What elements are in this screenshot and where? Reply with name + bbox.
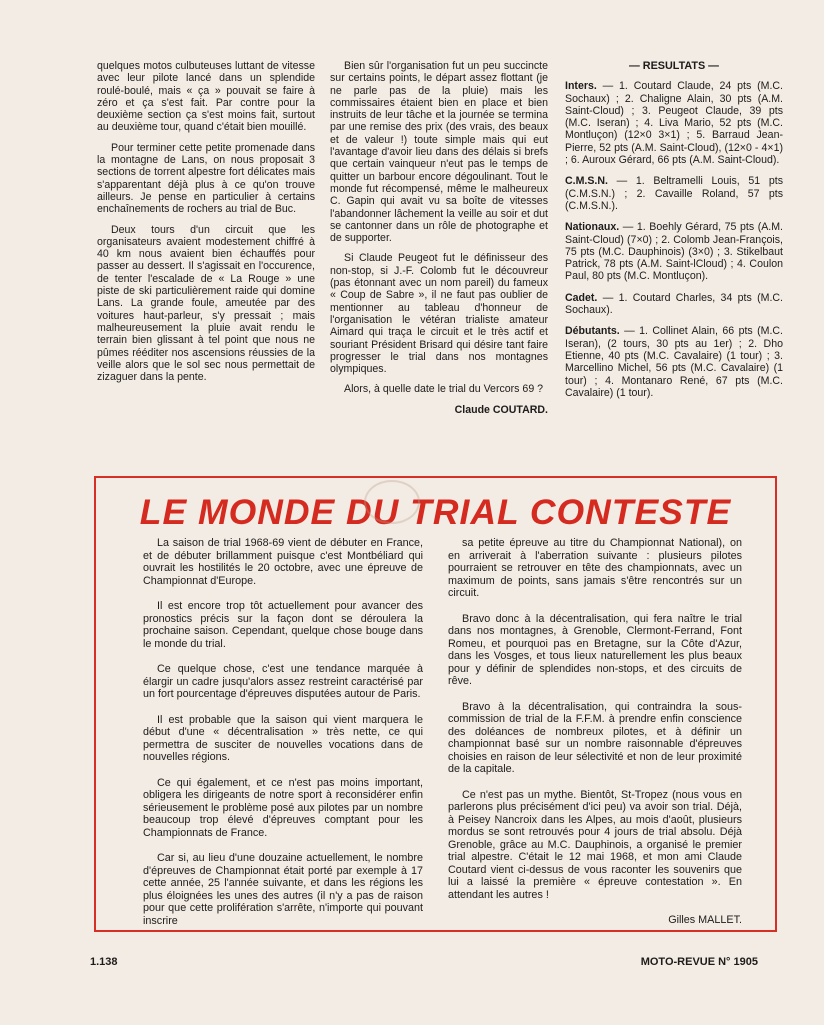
paragraph: Bravo à la décentralisation, qui contraindra la sous-commission de trial de la F.F.M. à prendre enfin conscience des doléances de nombreux pilotes, et à définir un championnat basé sur un nombre raisonnable d'épreuves choisies en raison de leur sélectivité et non de leur proximité de la capitale. bbox=[448, 700, 742, 775]
paragraph: Bravo donc à la décentralisation, qui fera naître le trial dans nos montagnes, à Grenoble, Clermont-Ferrand, Font Romeu, et pourquoi pas en Bretagne, sur la Côte d'Azur, dans les Vosges, et tous lieux naturellement les plus beaux pour y définir de splendides non-stops, et des circuits de rêve. bbox=[448, 612, 742, 687]
result-entry bbox=[565, 175, 783, 212]
result-category: Cadet. bbox=[565, 291, 598, 304]
result-category: Nationaux. bbox=[565, 221, 620, 234]
result-entry bbox=[565, 325, 783, 399]
magazine-issue: MOTO-REVUE N° 1905 bbox=[640, 956, 758, 968]
results-heading: — RESULTATS — bbox=[629, 60, 719, 72]
result-entry bbox=[565, 221, 783, 282]
boxed-article-title: LE MONDE DU TRIAL CONTESTE bbox=[139, 492, 732, 532]
result-category: Débutants. bbox=[565, 325, 620, 338]
paragraph: Ce n'est pas un mythe. Bientôt, St-Tropez (nous vous en parlerons plus précisément d'ici peu) va avoir son trial. Déjà, à Peisey Nancroix dans les Alpes, au mois d'août, plusieurs mordus se sont retrouvés pour 4 jours de trial absolu. Déjà Grenoble, grâce au M.C. Dauphinois, a organisé le premier trial alpestre. C'était le 12 mai 1968, et mon ami Claude Coutard vient ci-dessus de vous raconter les souvenirs que lui a laissé la première « épreuve contestation ». En attendant les autres ! bbox=[448, 788, 742, 901]
paragraph: Ce quelque chose, c'est une tendance marquée à élargir un cadre jusqu'alors assez restreint caractérisé par un fort pourcentage d'épreuves disputées autour de Paris. bbox=[143, 663, 423, 700]
paragraph: Si Claude Peugeot fut le définisseur des non-stop, si J.-F. Colomb fut le découvreur (pas étonnant avec un nom pareil) du fameux « Coup de Sabre », il ne faut pas oublier de mentionner au tableau d'honneur de l'organisation le vétéran trialiste amateur Aimard qui traça le circuit et le très actif et souriant Président Brisard qui désire tant faire progresser le trial dans nos montagnes olympiques. bbox=[330, 252, 548, 376]
result-category: Inters. bbox=[565, 80, 597, 93]
result-entry bbox=[565, 292, 783, 317]
result-text: — 1. Collinet Alain, 66 pts (M.C. Iseran), (2 tours, 30 pts au 1er) ; 2. Dho Etienne, 40 pts (M.C. Cavalaire) (1 tour) ; 3. Marcellino Michel, 56 pts (M.C. Cavalaire) (1 tour) ; 4. Montanaro René, 67 pts (M.C. Cavalaire) (1 tour). bbox=[565, 325, 783, 399]
paragraph: Car si, au lieu d'une douzaine actuellement, le nombre d'épreuves de Championnat était porté par exemple à 17 cette année, 25 l'année suivante, et dans les régions les plus éloignées les unes des autres (il n'y a pas de raison pour que cette prolifération s'arrête, n'importe qui pouvant inscrire bbox=[143, 852, 423, 927]
result-text: — 1. Coutard Claude, 24 pts (M.C. Sochaux) ; 2. Chaligne Alain, 30 pts (A.M. Saint-Cloud) ; 3. Peugeot Claude, 39 pts (M.C. Iseran) ; 4. Liva Mario, 52 pts (M.C. Montluçon) (12×0 3×1) ; 5. Barraud Jean-Pierre, 52 pts (A.M. Saint-Cloud), (12×0 - 4×1) ; 6. Auroux Gérard, 66 pts (A.M. Saint-Cloud). bbox=[565, 80, 783, 167]
article-column-2 bbox=[330, 60, 548, 424]
result-text: — 1. Boehly Gérard, 75 pts (A.M. Saint-Cloud) (7×0) ; 2. Colomb Jean-François, 75 pts (M.C. Dauphinois) (3×0) ; 3. Stikelbaut Patrick, 78 pts (A.M. Saint-lCloud) ; 4. Coulon Paul, 80 pts (M.C. Montluçon). bbox=[565, 221, 783, 283]
result-category: C.M.S.N. bbox=[565, 175, 608, 188]
page-number: 1.138 bbox=[90, 956, 118, 968]
paragraph: sa petite épreuve au titre du Championnat National), on en arriverait à l'aberration suivante : plusieurs pilotes pourraient se retrouver en tête des championnats, avec un maximum de points, sans jamais s'être rencontrés sur un circuit. bbox=[448, 537, 742, 599]
paragraph: La saison de trial 1968-69 vient de débuter en France, et de débuter brillamment puisque c'est Montbéliard qui ouvrait les hostilités le 20 octobre, avec une épreuve de Championnat d'Europe. bbox=[143, 537, 423, 587]
paragraph: Il est encore trop tôt actuellement pour avancer des pronostics précis sur la façon dont se déroulera la prochaine saison. Cependant, quelque chose bouge dans le monde du trial. bbox=[143, 600, 423, 650]
article-column-1 bbox=[97, 60, 315, 391]
results-column bbox=[565, 60, 783, 408]
paragraph: Deux tours d'un circuit que les organisateurs avaient modestement chiffré à 40 km nous avaient bien échauffés pour passer au dessert. Il s'agissait en l'occurence, de tenter l'escalade de « La Rouge » une piste de ski particulièrement raide qui domine Lans. La grande foule, ameutée par des voitures haut-parleur, s'y pressait ; mais malheureusement la pluie avait rendu le terrain bien glissant à tel point que nous ne pûmes rééditer nos ascensions réussies de la veille alors que le sol sec nous permettait de zizaguer dans la pente. bbox=[97, 223, 315, 384]
paragraph: Pour terminer cette petite promenade dans la montagne de Lans, on nous proposait 3 sections de torrent alpestre fort délicates mais s'apparentant déjà plus à ce qu'on trouve ailleurs. Je pense en particulier à certains enchaînements de rochers au trial de Buc. bbox=[97, 141, 315, 216]
paragraph: Bien sûr l'organisation fut un peu succincte sur certains points, le départ assez flottant (je ne parle pas de la pluie) mais les commissaires étaient bien en place et bien instruits de leur tâche et la journée se termina par une remise des prix (des vrais, des beaux et de valeur !) toute simple mais qui eut l'avantage d'avoir lieu dans des délais si brefs que certain vainqueur n'eut pas le temps de quitter un barbour encore dégoulinant. Tout le monde fut récompensé, même le malheureux C. Gapin qui avait vu sa boîte de vitesses l'abandonner lâchement la veille au soir et dut se cantonner dans un rôle de photographe et de supporter. bbox=[330, 60, 548, 245]
paragraph: Alors, à quelle date le trial du Vercors 69 ? bbox=[344, 383, 544, 396]
result-text: — 1. Coutard Charles, 34 pts (M.C. Sochaux). bbox=[565, 291, 783, 317]
result-text: — 1. Beltramelli Louis, 51 pts (C.M.S.N.) ; 2. Cavaille Roland, 57 pts (C.M.S.N.). bbox=[565, 175, 783, 212]
boxed-article-column-2 bbox=[448, 537, 742, 940]
result-entry bbox=[565, 80, 783, 166]
watermark-stamp bbox=[364, 480, 420, 524]
author-signature: Claude COUTARD. bbox=[454, 403, 548, 416]
paragraph: Il est probable que la saison qui vient marquera le début d'une « décentralisation » très nette, ce qui permettra de susciter de nouvelles vocations dans de nouvelles régions. bbox=[143, 713, 423, 763]
boxed-article-signature: Gilles MALLET. bbox=[668, 914, 742, 926]
paragraph: quelques motos culbuteuses luttant de vitesse avec leur pilote lancé dans un splendide roulé-boulé, mais « ça » pouvait se faire à zéro et ça s'est fait. Par contre pour la deuxième section ça s'est moins fait, surtout au deuxième tour, quand c'était bien mouillé. bbox=[97, 60, 315, 134]
boxed-article-column-1 bbox=[143, 537, 423, 940]
paragraph: Ce qui également, et ce n'est pas moins important, obligera les dirigeants de notre sport à reconsidérer enfin sérieusement le problème posé aux pilotes par un nombre beaucoup trop élevé d'épreuves comptant pour les Championnats de France. bbox=[143, 776, 423, 839]
